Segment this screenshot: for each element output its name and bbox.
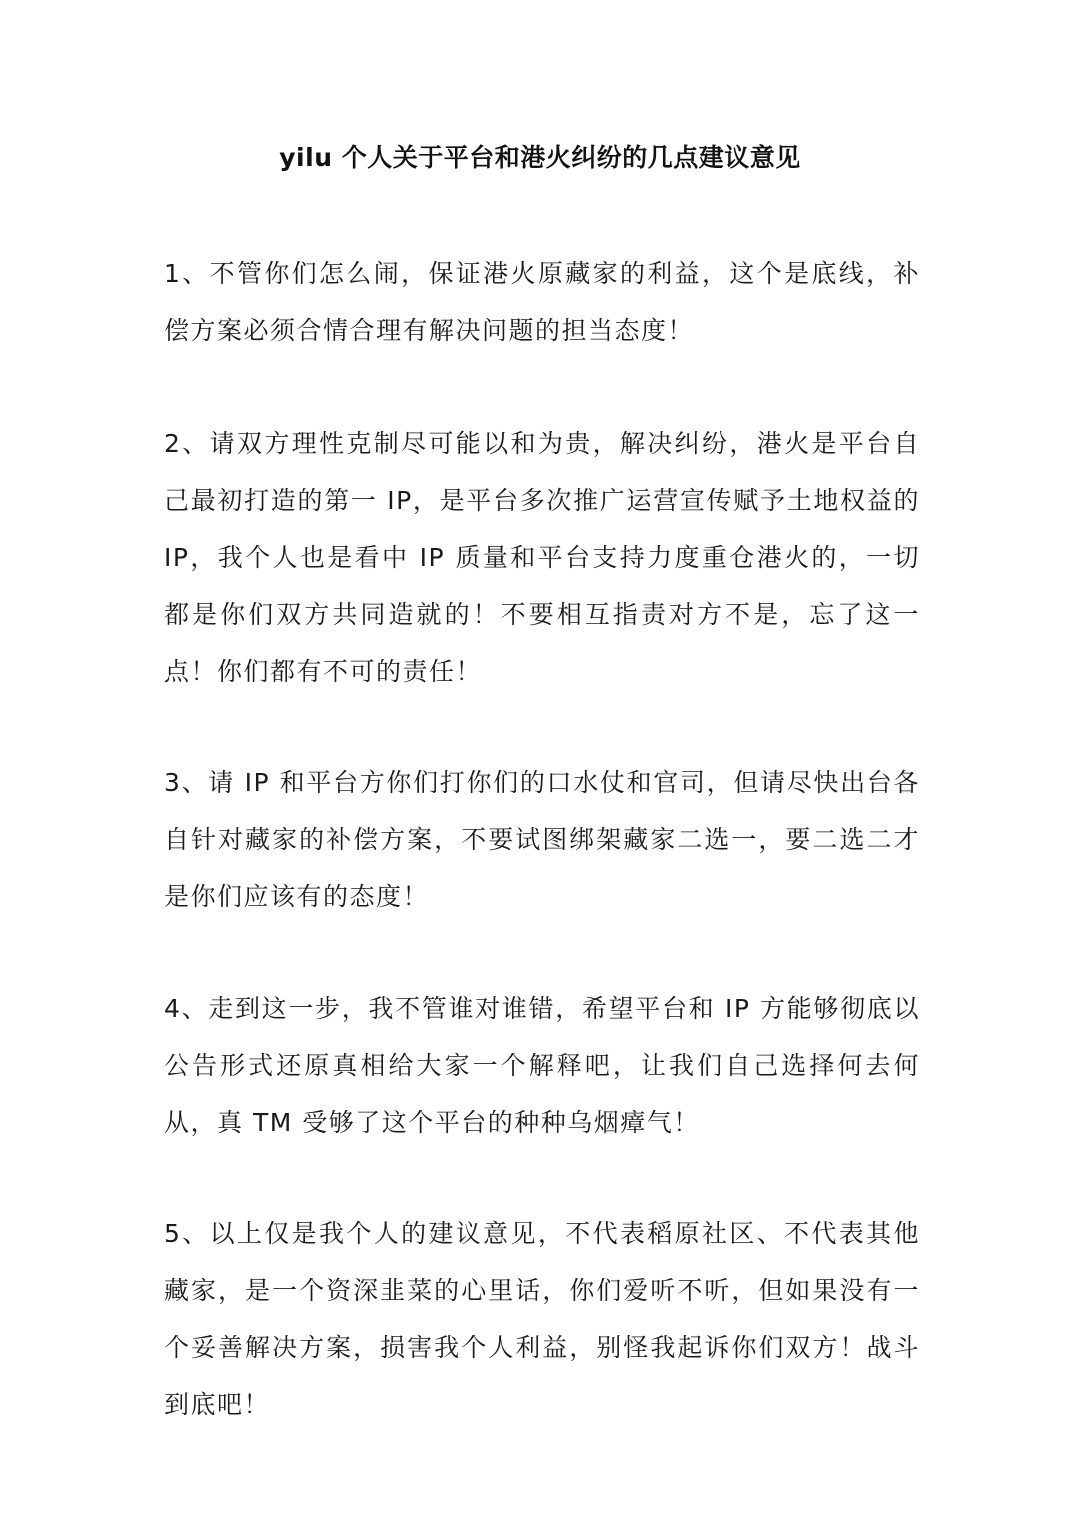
- document-title: yilu 个人关于平台和港火纠纷的几点建议意见: [279, 143, 801, 172]
- paragraph-2: 2、请双方理性克制尽可能以和为贵，解决纠纷，港火是平台自己最初打造的第一 IP，是平台多次推广运营宣传赋予土地权益的 IP，我个人也是看中 IP 质量和平台支持力度重仓港火的，一切都是你们双方共同造就的！不要相互指责对方不是，忘了这一点！你们都有不可的责任！: [164, 429, 920, 686]
- paragraph-3: 3、请 IP 和平台方你们打你们的口水仗和官司，但请尽快出台各自针对藏家的补偿方案，不要试图绑架藏家二选一，要二选二才是你们应该有的态度！: [164, 768, 920, 911]
- paragraph-5: 5、以上仅是我个人的建议意见，不代表稻原社区、不代表其他藏家，是一个资深韭菜的心里话，你们爱听不听，但如果没有一个妥善解决方案，损害我个人利益，别怪我起诉你们双方！战斗到底吧！: [164, 1219, 920, 1419]
- paragraph-4: 4、走到这一步，我不管谁对谁错，希望平台和 IP 方能够彻底以公告形式还原真相给大家一个解释吧，让我们自己选择何去何从，真 TM 受够了这个平台的种种乌烟瘴气！: [164, 994, 920, 1137]
- paragraph-1: 1、不管你们怎么闹，保证港火原藏家的利益，这个是底线，补偿方案必须合情合理有解决问题的担当态度！: [164, 259, 920, 345]
